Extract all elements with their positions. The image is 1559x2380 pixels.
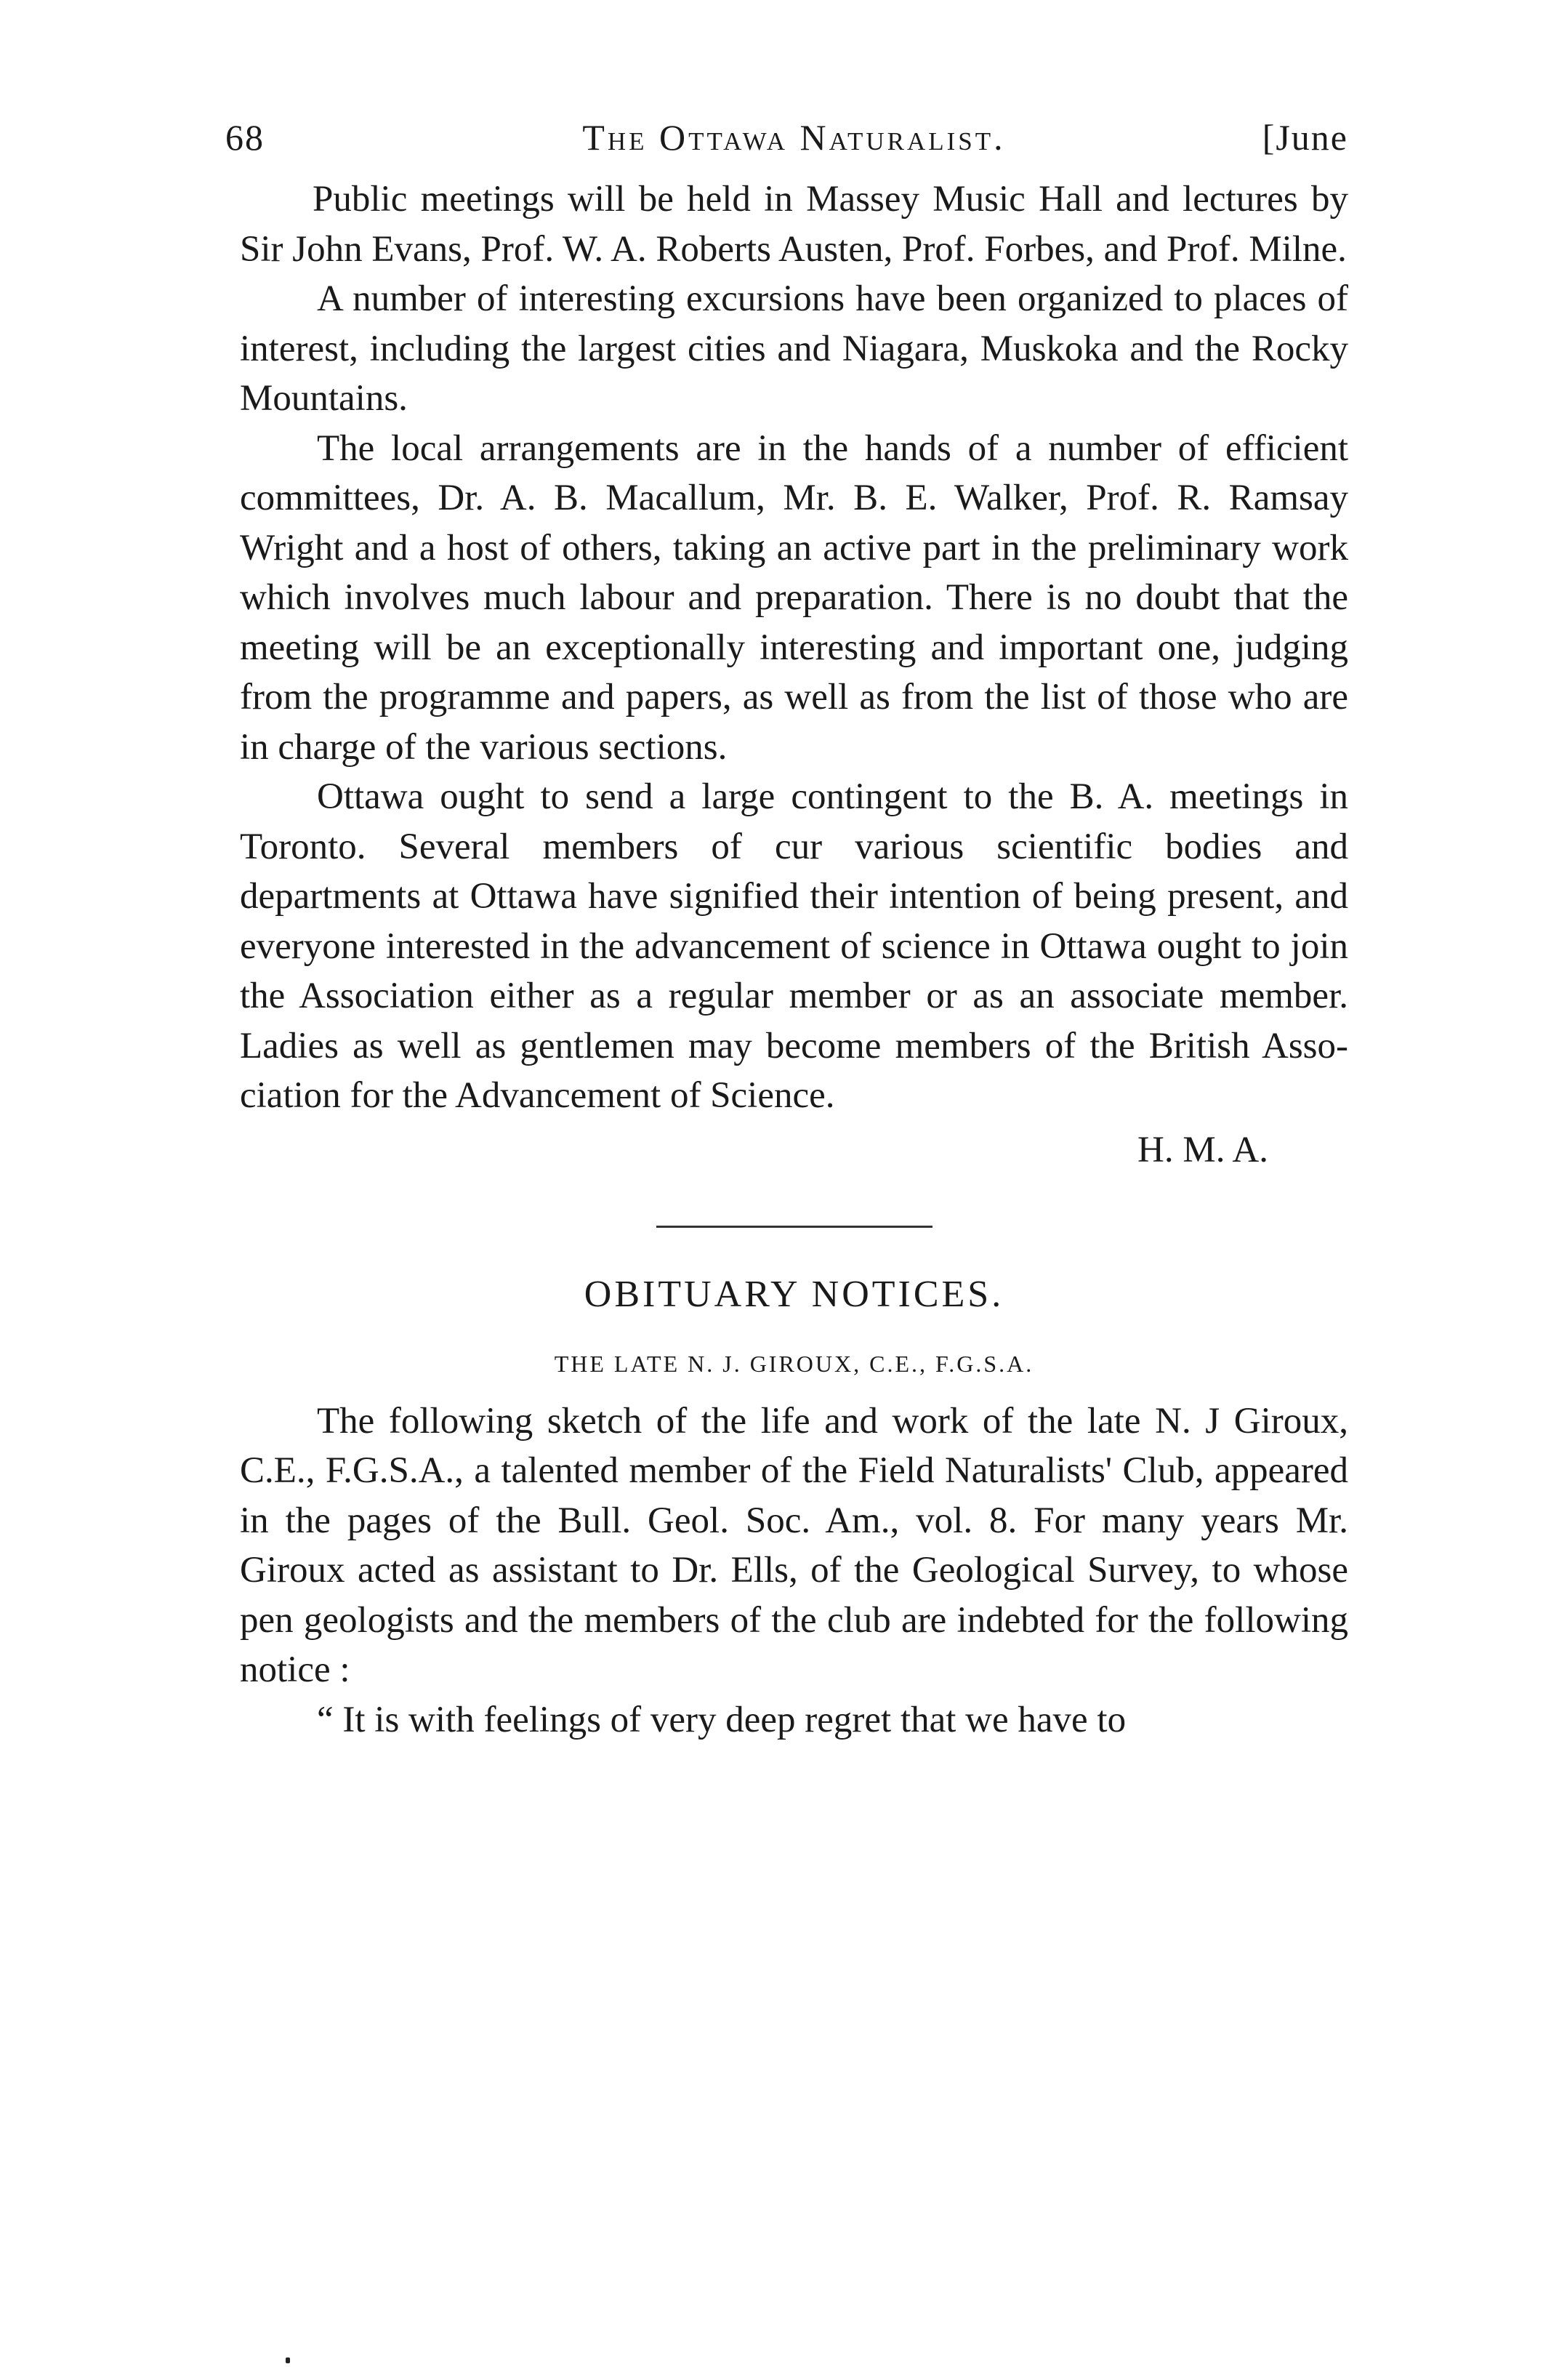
running-head: [225, 116, 1348, 174]
journal-title: The Ottawa Naturalist.: [582, 117, 1006, 158]
ink-speck: [286, 2357, 290, 2363]
signature: H. M. A.: [1137, 1129, 1268, 1170]
issue-month: [June: [1262, 117, 1348, 158]
paragraph-obituary-quote: “ It is with feelings of very deep regret that we have to: [317, 1699, 1127, 1740]
paragraph-excursions: A number of interesting excursions have been organized to places of interest, including the largest cities and Niagara, Muskoka and the Rocky Mountains.: [240, 278, 1348, 419]
section-divider: [656, 1226, 932, 1228]
page: [225, 116, 1348, 1745]
page-number: 68: [225, 117, 265, 158]
section-heading: OBITUARY NOTICES.: [584, 1273, 1004, 1315]
paragraph-obituary-intro: The following sketch of the life and work of the late N. J Giroux, C.E., F.G.S.A., a talented member of the Field Naturalists' Club, appeared in the pages of the Bull. Geol. Soc. Am., vol. 8. For many years Mr. Giroux acted as assistant to Dr. Ells, of the Geological Survey, to whose pen geologists and the members of the club are indebted for the following notice :: [240, 1400, 1348, 1690]
paragraph-ottawa-contingent: Ottawa ought to send a large contingent to the B. A. meetings in Toronto. Several members of cur various scientific bodies and departments at Ottawa have signified their intention of being present, and everyone interested in the advancement of science in Ottawa ought to join the Association either as a regular member or as an associate member. Ladies as well as gentlemen may become members of the British Association for the Advancement of Science.: [240, 776, 1348, 1116]
paragraph-public-meetings: Public meetings will be held in Massey Music Hall and lectures by Sir John Evans, Prof. W. A. Roberts Austen, Prof. Forbes, and Prof. Milne.: [240, 179, 1348, 270]
paragraph-local-arrangements: The local arrangements are in the hands of a number of efficient committees, Dr. A. B. Macallum, Mr. B. E. Walker, Prof. R. Ramsay Wright and a host of others, taking an active part in the preliminary work which involves much labour and preparation. There is no doubt that the meeting will be an exceptionally interesting and important one, judging from the programme and papers, as well as from the list of those who are in charge of the various sections.: [240, 427, 1348, 768]
obituary-subheading: THE LATE N. J. GIROUX, C.E., F.G.S.A.: [554, 1350, 1034, 1377]
